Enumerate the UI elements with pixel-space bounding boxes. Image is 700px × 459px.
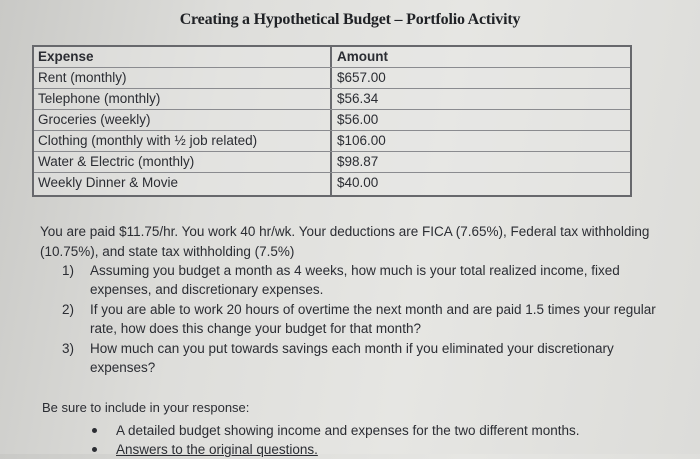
question-text: Assuming you budget a month as 4 weeks, how much is your total realized income, fixed expenses, and discretionary expenses. xyxy=(90,263,620,297)
amount-cell: $56.34 xyxy=(337,91,379,106)
question-number: 3) xyxy=(62,341,75,356)
question-list xyxy=(62,262,682,379)
header-amount: Amount xyxy=(337,49,388,64)
row-divider xyxy=(34,109,630,110)
row-divider xyxy=(34,130,630,131)
row-divider xyxy=(34,172,630,173)
amount-cell: $40.00 xyxy=(337,175,379,190)
question-item xyxy=(62,262,682,299)
table-row xyxy=(34,110,630,131)
list-item-text: A detailed budget showing income and expenses for the two different months. xyxy=(116,423,580,438)
list-item xyxy=(92,421,580,440)
row-divider xyxy=(34,67,630,68)
question-number: 1) xyxy=(62,263,75,278)
question-item xyxy=(62,340,682,377)
amount-cell: $657.00 xyxy=(337,70,386,85)
budget-table xyxy=(32,45,632,197)
header-expense: Expense xyxy=(38,49,94,64)
list-item xyxy=(92,440,580,459)
amount-cell: $106.00 xyxy=(337,133,386,148)
table-header-row xyxy=(34,47,630,68)
expense-cell: Weekly Dinner & Movie xyxy=(38,175,179,190)
row-divider xyxy=(34,88,630,89)
amount-cell: $98.87 xyxy=(337,154,379,169)
table-row xyxy=(34,89,630,110)
bullet-icon xyxy=(92,428,97,433)
page-title: Creating a Hypothetical Budget – Portfolio Activity xyxy=(179,11,521,28)
response-list xyxy=(92,421,580,459)
expense-cell: Rent (monthly) xyxy=(38,70,127,85)
intro-paragraph: You are paid $11.75/hr. You work 40 hr/wk. Your deductions are FICA (7.65%), Federal tax withholding (10.75%), and state tax withholding (7.5%) xyxy=(40,224,650,259)
question-number: 2) xyxy=(62,302,75,317)
question-text: How much can you put towards savings each month if you eliminated your discretionary expenses? xyxy=(90,341,614,375)
table-row xyxy=(34,68,630,89)
response-lead: Be sure to include in your response: xyxy=(42,400,250,415)
question-text: If you are able to work 20 hours of overtime the next month and are paid 1.5 times your regular rate, how does this change your budget for that month? xyxy=(90,302,656,336)
table-row xyxy=(34,131,630,152)
table-row xyxy=(34,152,630,173)
bullet-icon xyxy=(92,447,97,452)
expense-cell: Telephone (monthly) xyxy=(38,91,161,106)
table-row xyxy=(34,173,630,194)
row-divider xyxy=(34,151,630,152)
list-item-text: Answers to the original questions. xyxy=(116,442,318,457)
amount-cell: $56.00 xyxy=(337,112,379,127)
expense-cell: Water & Electric (monthly) xyxy=(38,154,195,169)
expense-cell: Groceries (weekly) xyxy=(38,112,151,127)
question-item xyxy=(62,301,682,338)
expense-cell: Clothing (monthly with ½ job related) xyxy=(38,133,258,148)
